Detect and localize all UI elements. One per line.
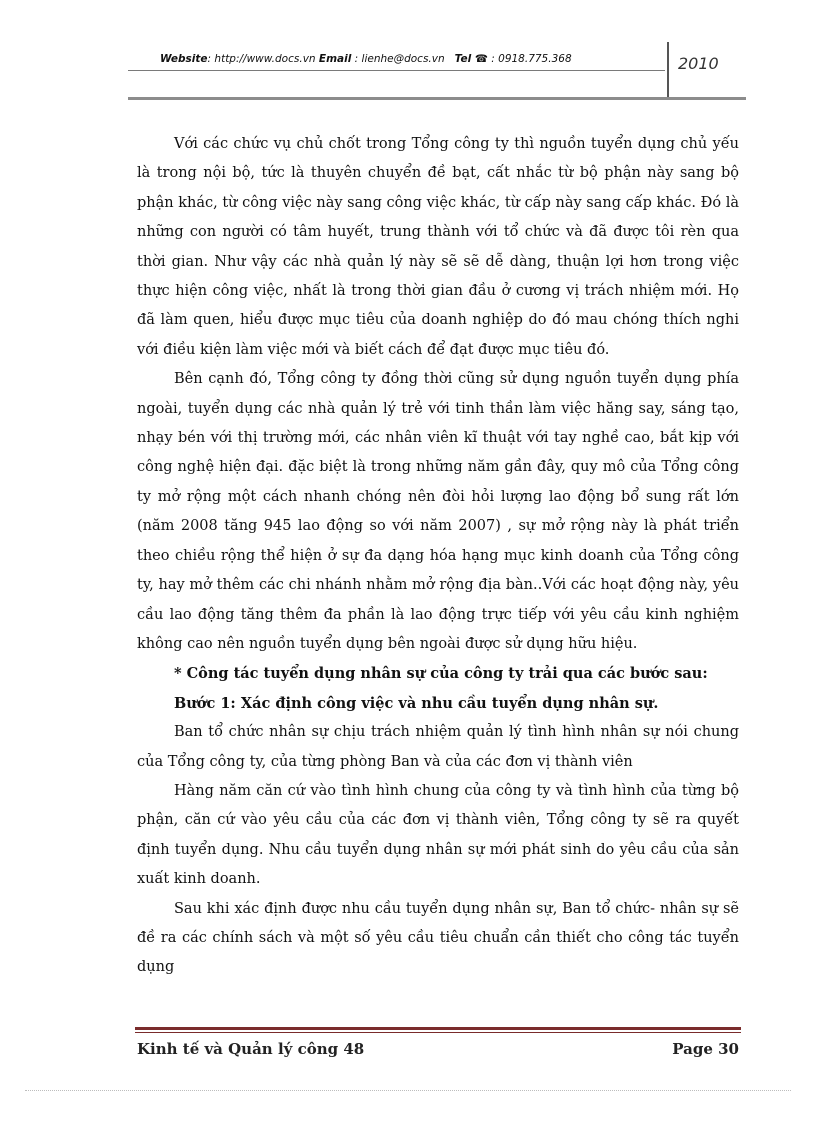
footer-rule-thin: [135, 1032, 741, 1033]
tel-value: : 0918.775.368: [491, 53, 572, 65]
website-value: : http://www.docs.vn: [207, 53, 316, 65]
paragraph: Sau khi xác định được nhu cầu tuyển dụng nhân sự, Ban tổ chức- nhân sự sẽ đề ra các chính sách và một số yêu cầu tiêu chuẩn cần thiết cho công tác tuyển dụng: [137, 900, 739, 976]
footer-title: Kinh tế và Quản lý công 48: [137, 1040, 365, 1058]
page-number: Page 30: [672, 1040, 739, 1058]
header-rule-thin: [128, 70, 665, 71]
footer-rule-thick: [135, 1027, 741, 1030]
paragraph: Ban tổ chức nhân sự chịu trách nhiệm quản lý tình hình nhân sự nói chung của Tổng công ty, của từng phòng Ban và của các đơn vị thành viên: [137, 724, 739, 770]
header-year: 2010: [678, 54, 719, 73]
header-contact-line: [160, 53, 660, 65]
email-label: Email: [318, 53, 352, 65]
email-value: : lienhe@docs.vn: [351, 53, 445, 65]
tel-label: Tel ☎: [454, 53, 488, 65]
header-rule-thick: [128, 97, 746, 100]
header-separator: [667, 42, 669, 98]
paragraph: Hàng năm căn cứ vào tình hình chung của công ty và tình hình của từng bộ phận, căn cứ vào yêu cầu của các đơn vị thành viên, Tổng công ty sẽ ra quyết định tuyển dụng. Nhu cầu tuyển dụng nhân sự mới phát sinh do yêu cầu của sản xuất kinh doanh.: [137, 782, 739, 888]
body-text: [137, 130, 739, 983]
step-heading: Bước 1: Xác định công việc và nhu cầu tuyển dụng nhân sự.: [174, 694, 659, 712]
paragraph: Bên cạnh đó, Tổng công ty đồng thời cũng sử dụng nguồn tuyển dụng phía ngoài, tuyển dụng các nhà quản lý trẻ với tinh thần làm việc hăng say, sáng tạo, nhạy bén với thị trường mới, các nhân viên kĩ thuật với tay nghề cao, bắt kịp với công nghệ hiện đại. đặc biệt là trong những năm gần đây, quy mô của Tổng công ty mở rộng một cách nhanh chóng nên đòi hỏi lượng lao động bổ sung rất lớn (năm 2008 tăng 945 lao động so với năm 2007) , sự mở rộng này là phát triển theo chiều rộng thể hiện ở sự đa dạng hóa hạng mục kinh doanh của Tổng công ty, hay mở thêm các chi nhánh nhằm mở rộng địa bàn..Với các hoạt động này, yêu cầu lao động tăng thêm đa phần là lao động trực tiếp với yêu cầu kinh nghiệm không cao nên nguồn tuyển dụng bên ngoài được sử dụng hữu hiệu.: [137, 371, 739, 652]
section-heading: * Công tác tuyển dụng nhân sự của công ty trải qua các bước sau:: [174, 665, 708, 683]
website-label: Website: [160, 53, 208, 65]
page-bottom-border: [25, 1090, 791, 1091]
paragraph: Với các chức vụ chủ chốt trong Tổng công ty thì nguồn tuyển dụng chủ yếu là trong nội bộ, tức là thuyên chuyển đề bạt, cất nhắc từ bộ phận này sang bộ phận khác, từ công việc này sang công việc khác, từ cấp này sang cấp khác. Đó là những con người có tâm huyết, trung thành với tổ chức và đã được tôi rèn qua thời gian. Như vậy các nhà quản lý này sẽ sẽ dễ dàng, thuận lợi hơn trong việc thực hiện công việc, nhất là trong thời gian đầu ở cương vị trách nhiệm mới. Họ đã làm quen, hiểu được mục tiêu của doanh nghiệp do đó mau chóng thích nghi với điều kiện làm việc mới và biết cách để đạt được mục tiêu đó.: [137, 136, 739, 358]
